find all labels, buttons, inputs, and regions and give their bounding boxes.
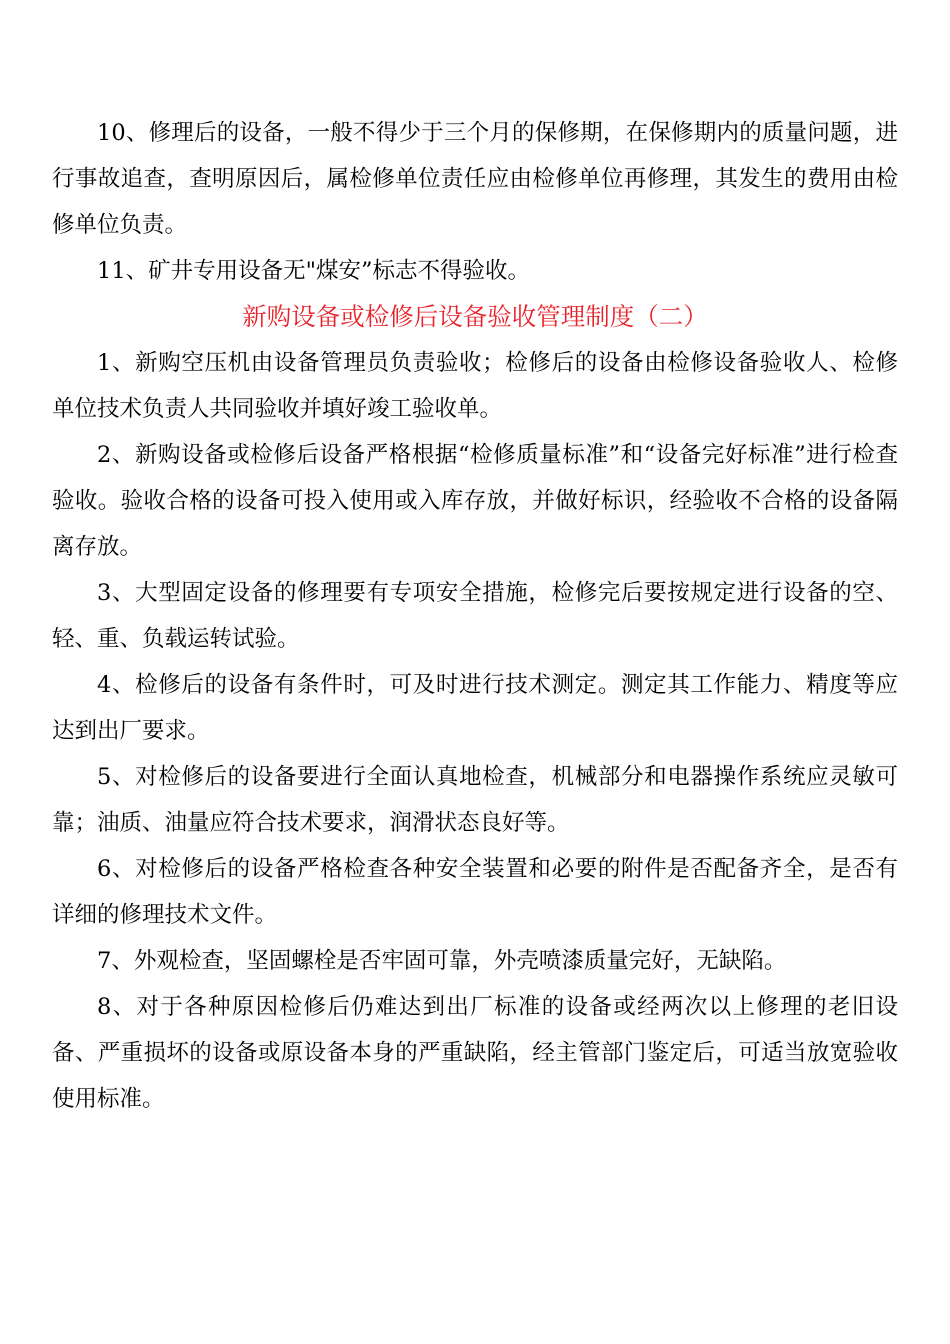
paragraph-5: 5、对检修后的设备要进行全面认真地检查，机械部分和电器操作系统应灵敏可靠；油质、油量应符合技术要求，润滑状态良好等。: [52, 764, 898, 836]
paragraph-8: 8、对于各种原因检修后仍难达到出厂标准的设备或经两次以上修理的老旧设备、严重损坏的设备或原设备本身的严重缺陷，经主管部门鉴定后，可适当放宽验收使用标准。: [52, 994, 898, 1112]
paragraph-2: 2、新购设备或检修后设备严格根据“检修质量标准”和“设备完好标准”进行检查验收。验收合格的设备可投入使用或入库存放，并做好标识，经验收不合格的设备隔离存放。: [52, 442, 898, 560]
paragraph-4: 4、检修后的设备有条件时，可及时进行技术测定。测定其工作能力、精度等应达到出厂要求。: [52, 672, 898, 744]
paragraph-1: 1、新购空压机由设备管理员负责验收；检修后的设备由检修设备验收人、检修单位技术负责人共同验收并填好竣工验收单。: [52, 350, 898, 422]
paragraph-11: 11、矿井专用设备无"煤安”标志不得验收。: [97, 258, 530, 284]
paragraph-3: 3、大型固定设备的修理要有专项安全措施，检修完后要按规定进行设备的空、轻、重、负载运转试验。: [52, 580, 898, 652]
paragraph-10: 10、修理后的设备，一般不得少于三个月的保修期，在保修期内的质量问题，进行事故追查，查明原因后，属检修单位责任应由检修单位再修理，其发生的费用由检修单位负责。: [52, 120, 898, 238]
paragraph-6: 6、对检修后的设备严格检查各种安全装置和必要的附件是否配备齐全，是否有详细的修理技术文件。: [52, 856, 898, 928]
paragraph-7: 7、外观检查，坚固螺栓是否牢固可靠，外壳喷漆质量完好，无缺陷。: [97, 948, 787, 974]
section-heading: 新购设备或检修后设备验收管理制度（二）: [242, 302, 708, 331]
document-page: [52, 110, 898, 1122]
